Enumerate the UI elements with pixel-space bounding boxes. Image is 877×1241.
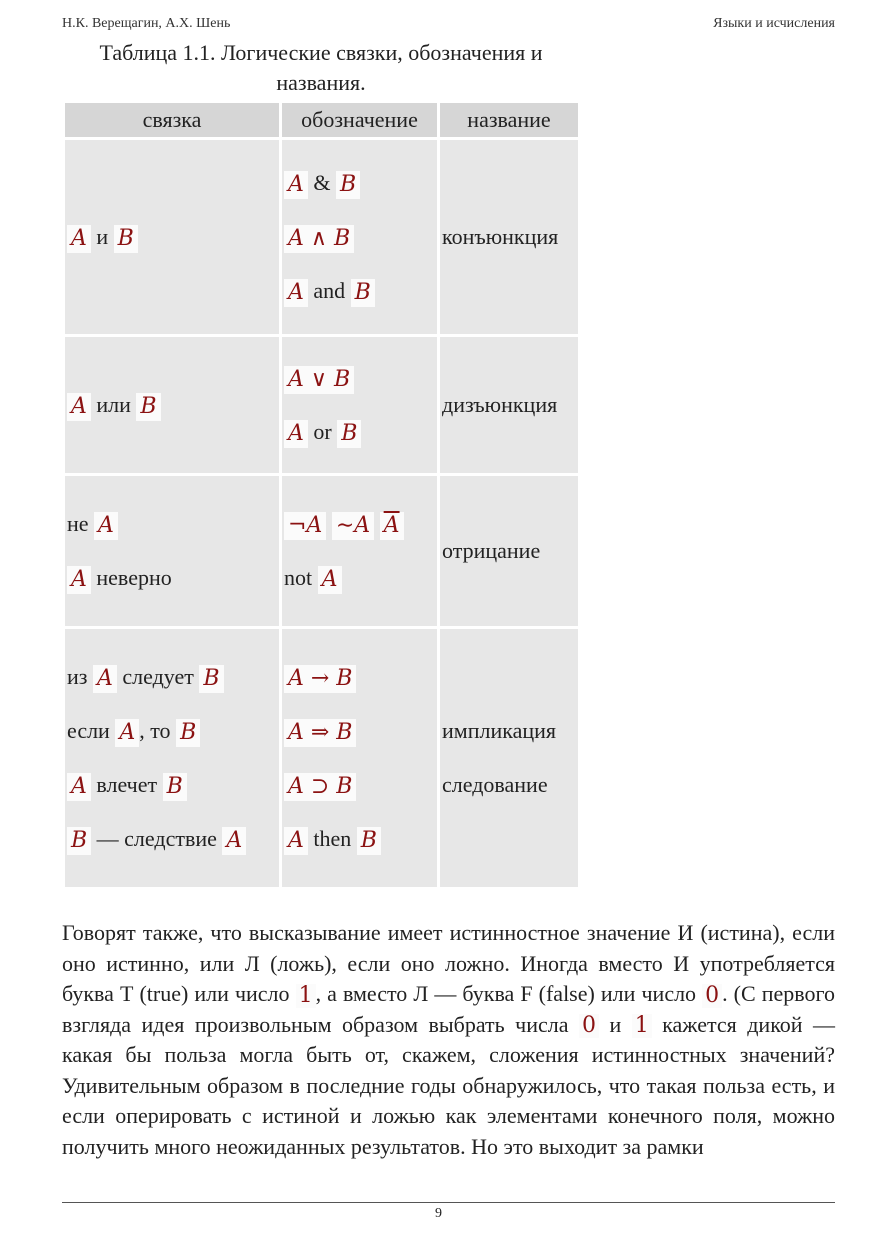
page-number: 9 [435,1206,442,1221]
cell-text: если [67,718,116,743]
column-header-connective: связка [65,103,279,137]
cell-text: влечет [90,772,163,797]
cell-connective [65,476,279,626]
math-symbol: ¬A [284,512,326,540]
table-row [65,476,578,626]
connective-name: отрицание [442,538,541,563]
connective-line [67,497,277,551]
connective-line [67,758,277,812]
math-symbol: A [284,279,308,307]
math-symbol: A ⊃ B [284,773,356,801]
math-symbol: A [67,393,91,421]
cell-name [440,140,578,334]
math-symbol: B [351,279,375,307]
cell-text: — следствие [91,826,223,851]
cell-text: , то [139,718,177,743]
body-paragraph [62,918,835,1162]
paragraph-text: и [598,1011,632,1037]
math-zero: 0 [702,984,722,1008]
math-symbol: B [176,719,200,747]
connective-line [67,650,277,704]
cell-text: then [307,826,357,851]
paragraph-text: Говорят также, что высказывание имеет истинностное значение И (истина), если оно истинно, или Л (ложь), если оно ложно. Иногда вместо И употребляется буква Т (true) или число [62,920,835,1006]
cell-text: and [307,278,351,303]
cell-notation [282,337,437,473]
math-zero: 0 [579,1014,599,1038]
cell-text: not [284,565,318,590]
math-symbol: B [67,827,91,855]
cell-connective [65,629,279,887]
notation-line [284,812,435,866]
notation-line [284,497,435,551]
math-symbol: A ∨ B [284,366,354,394]
cell-text: не [67,511,95,536]
cell-text: следует [116,664,200,689]
math-one: 1 [632,1014,652,1038]
math-symbol: A → B [284,665,356,693]
cell-connective [65,337,279,473]
connective-name: дизъюнкция [442,392,558,417]
table-row [65,629,578,887]
math-symbol: A [222,827,246,855]
cell-text: or [307,419,338,444]
paragraph-text: . (С первого взгляда идея произвольным образом выбрать числа [62,981,835,1037]
math-symbol: B [357,827,381,855]
table-caption: Таблица 1.1. Логические связки, обозначения и названия. [99,40,543,95]
connective-line [67,812,277,866]
math-symbol: A ⇒ B [284,719,356,747]
math-symbol: A [67,773,91,801]
math-symbol: A ∧ B [284,225,354,253]
cell-text: и [90,224,114,249]
cell-notation [282,629,437,887]
cell-name [440,337,578,473]
running-header-title: Языки и исчисления [713,16,835,31]
cell-text: из [67,664,93,689]
math-symbol: B [337,420,361,448]
table-row [65,337,578,473]
notation-line [284,210,435,264]
math-symbol: B [163,773,187,801]
math-symbol: B [199,665,223,693]
notation-line [284,156,435,210]
math-symbol: A [93,665,117,693]
cell-text: неверно [90,565,172,590]
cell-text: & [307,170,337,195]
notation-line [284,758,435,812]
connective-name: следование [442,772,548,797]
math-symbol: A [318,566,342,594]
notation-line [284,704,435,758]
connective-name: конъюнкция [442,224,559,249]
cell-notation [282,140,437,334]
math-symbol: A [115,719,139,747]
paragraph-text: кажется дикой — какая бы польза могла быть от, скажем, сложения истинностных значений? Удивительным образом в последние годы обнаружилось, что такая польза есть, и если оперировать с истиной и ложью как элементами конечного поля, можно получить много неожиданных результатов. Но это выходит за рамки [62,1011,836,1159]
math-symbol: A [94,512,118,540]
cell-name [440,476,578,626]
math-symbol: A [284,827,308,855]
logic-connectives-table [62,100,581,890]
notation-line [284,351,435,405]
math-symbol: A [67,225,91,253]
connective-line [67,551,277,605]
notation-line [284,264,435,318]
notation-line [284,405,435,459]
cell-notation [282,476,437,626]
paragraph-text: , а вместо Л — буква F (false) или число [315,981,703,1006]
connective-line [67,210,277,264]
cell-connective [65,140,279,334]
math-symbol: B [136,393,160,421]
column-header-notation: обозначение [282,103,437,137]
column-header-name: название [440,103,578,137]
math-symbol: ∼A [332,512,374,540]
running-header-authors: Н.К. Верещагин, А.Х. Шень [62,16,231,31]
math-symbol: A [284,171,308,199]
connective-line [67,378,277,432]
math-symbol: A [284,420,308,448]
math-one: 1 [296,984,316,1008]
notation-line [284,650,435,704]
cell-text: или [90,392,137,417]
footer-rule [62,1202,835,1203]
cell-name [440,629,578,887]
table-row [65,140,578,334]
math-symbol: B [114,225,138,253]
notation-line [284,551,435,605]
connective-line [67,704,277,758]
connective-name: импликация [442,718,557,743]
math-symbol: B [336,171,360,199]
math-symbol: $\overline{A}$ [380,512,404,540]
math-symbol: A [67,566,91,594]
